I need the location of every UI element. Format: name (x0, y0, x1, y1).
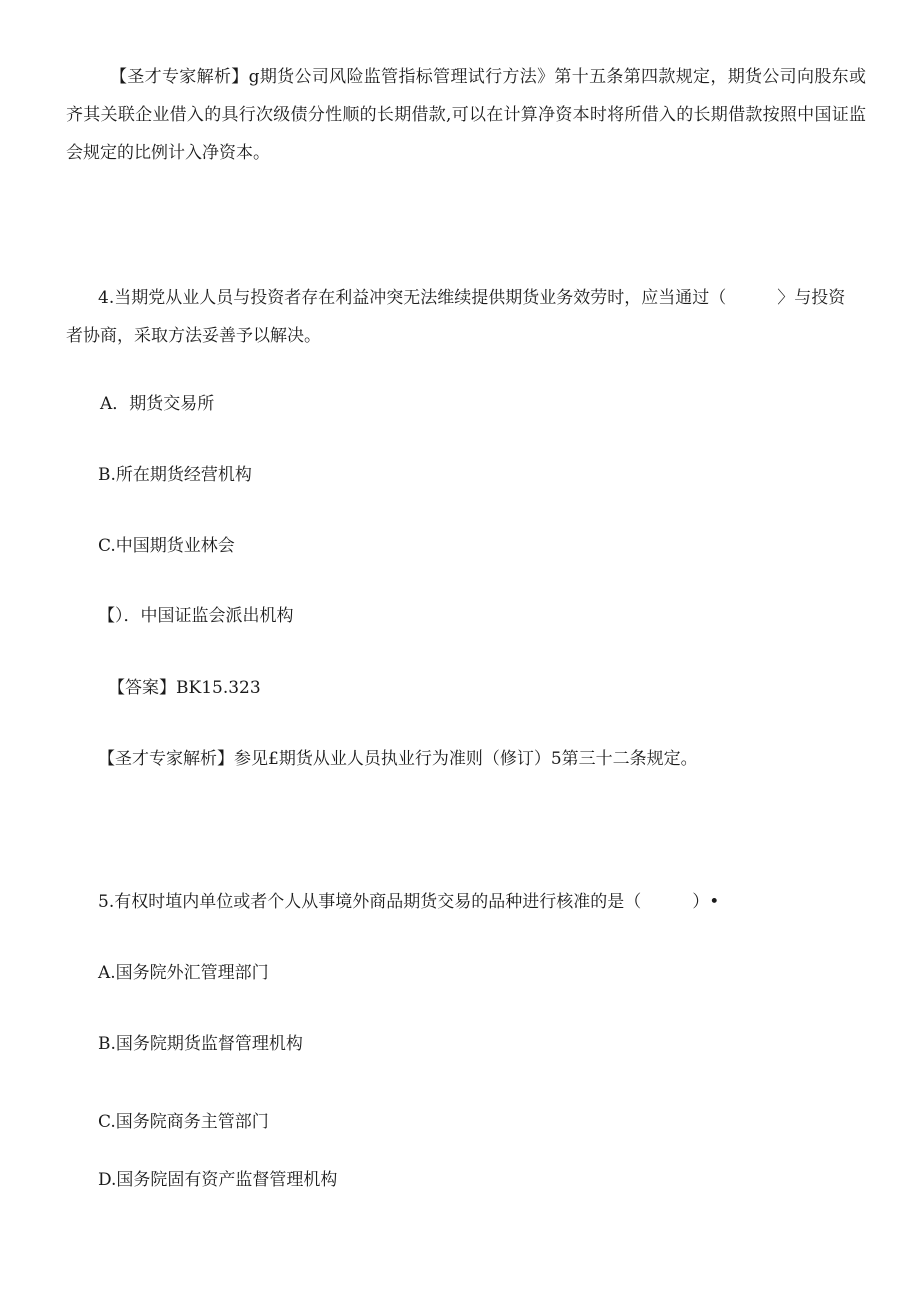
question-4-option-a: A．期货交易所 (100, 394, 215, 414)
question-5-option-c: C.国务院商务主管部门 (98, 1112, 269, 1132)
question-4-option-d: 【）．中国证监会派出机构 (98, 606, 294, 626)
analysis-paragraph-q3: 【圣才专家解析】g期货公司风险监管指标管理试行方法》第十五条第四款规定，期货公司向股东或齐其关联企业借入的具行次级债分性顺的长期借款,可以在计算净资本时将所借入的长期借款按照中国证监会规定的比例计入净资本。 (66, 67, 866, 163)
question-4-answer: 【答案】BK15.323 (108, 678, 261, 698)
question-4-analysis: 【圣才专家解析】参见£期货从业人员执业行为准则（修订）5第三十二条规定。 (98, 749, 698, 769)
question-5-option-b: B.国务院期货监督管理机构 (98, 1034, 303, 1054)
question-4-stem: 4.当期党从业人员与投资者存在利益冲突无法维续提供期货业务效劳时，应当通过（ 〉与投资者协商，采取方法妥善予以解决。 (66, 288, 846, 346)
question-4-option-c: C.中国期货业林会 (98, 536, 235, 556)
question-5-option-d: D.国务院固有资产监督管理机构 (98, 1170, 338, 1190)
question-5-stem: 5.有权时埴内单位或者个人从事境外商品期货交易的品种进行核准的是（ ）• (98, 892, 720, 912)
question-4-option-b: B.所在期货经营机构 (98, 465, 252, 485)
question-5-option-a: A.国务院外汇管理部门 (98, 963, 269, 983)
